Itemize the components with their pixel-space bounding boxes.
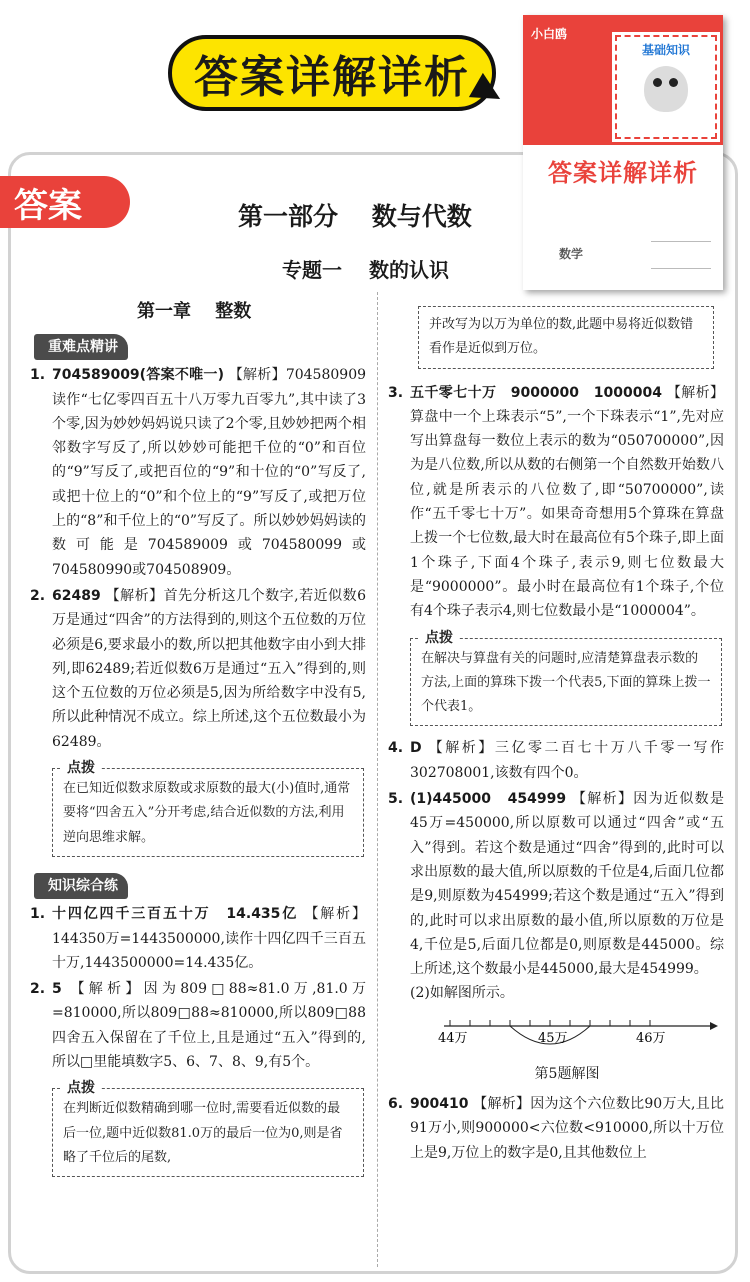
book-stamp xyxy=(615,35,717,139)
answer-item xyxy=(30,902,366,975)
item-explanation: 【解析】704580909读作“七亿零四百五十八万零九百零九”,其中读了3个零,因为妙妙妈妈说只读了2个零,且妙妙把两个相邻数字写反了,所以妙妙可能把千位的“0”和百位的“9”写反了,或把百位的“9”和十位的“0”写反了,或把十位上的“0”和个位上的“9”写反了,或把万位上的“8”和千位上的“0”写反了。所以妙妙妈妈读的数可能是704589009或704580099或704580990或704508909。 xyxy=(52,367,367,578)
answer-item xyxy=(388,1092,724,1165)
item-number: 2. xyxy=(30,587,46,604)
item-explanation: 【解析】首先分析这几个数字,若近似数6万是通过“四舍”的方法得到的,则这个五位数的万位必须是6,要求最小的数,所以把其他数字由小到大排列,即62489;若近似数6万是通过“五入”得到的,则这个五位数的万位必须是5,因为所给数字中没有5,所以此种情况不成立。综上所述,这个五位数最小为62489。 xyxy=(52,587,366,750)
axis-label: 45万 xyxy=(538,1030,568,1046)
item-explanation: 【解析】三亿零二百七十万八千零一写作302708001,该数有四个0。 xyxy=(410,740,725,781)
item-explanation: 【解析】算盘中一个上珠表示“5”,一个下珠表示“1”,先对应写出算盘每一数位上表示的数为“050700000”,因为是八位数,所以从数的右侧第一个自然数开始数八位,就是所表示的八位数了,即“50700000”,读作“五千零七十万”。如果奇奇想用5个算珠在算盘上拨一个七位数,最大时在最高位有5个珠子,即上面1个珠子,下面4个珠子,表示9,则七位数最大是“9000000”。最小时在最高位有1个珠子,个位有4个珠子表示4,则七位数最小是“1000004”。 xyxy=(410,384,725,620)
figure-caption: 第5题解图 xyxy=(534,1065,600,1082)
axis-label: 44万 xyxy=(438,1030,468,1046)
book-series: 基础知识 xyxy=(641,43,690,57)
left-column xyxy=(30,334,366,1187)
item-answer: (1)445000 454999 xyxy=(410,791,567,808)
answer-item xyxy=(388,736,724,785)
answer-item xyxy=(388,381,724,624)
book-name-lines xyxy=(651,241,711,269)
item-explanation: 【解析】因为近似数是45万=450000,所以原数可以通过“四舍”或“五入”得到。若这个数是通过“四舍”得到的,此时可以求出原数的最大值,所以原数的千位是4,后面几位都是9,则原数为454999;若这个数是通过“五入”得到的,此时可以求出原数的最小值,所以原数的万位是4,千位是5,后面几位都是0,则原数是445000。综上所述,这个数最小是445000,最大是454999。 xyxy=(410,791,725,978)
book-subject: 数学 xyxy=(559,247,584,261)
book-brand: 小白鸥 xyxy=(531,27,568,41)
item-number: 4. xyxy=(388,740,404,757)
chapter-title: 第一章 整数 xyxy=(137,301,252,322)
number-line-svg xyxy=(410,1010,724,1062)
item-explanation: 【解析】因为809□88≈81.0万,81.0万=810000,所以809□88≈810000,所以809□88四舍五入保留在了千位上,且是通过“五入”得到的,所以□里能填数字5、6、7、8、9,有5个。 xyxy=(52,981,366,1071)
section-label: 知识综合练 xyxy=(34,873,128,899)
section-label: 重难点精讲 xyxy=(34,334,128,360)
tip-heading: 点拨 xyxy=(61,1076,101,1100)
column-divider xyxy=(377,292,378,1267)
tip-heading: 点拨 xyxy=(419,626,459,650)
axis-ticks xyxy=(450,1020,650,1026)
tip-heading: 点拨 xyxy=(61,756,101,780)
item-answer: 5 xyxy=(52,981,62,998)
tip-box xyxy=(52,760,364,857)
item-answer: 十四亿四千三百五十万 14.435亿 xyxy=(52,906,299,923)
answer-item xyxy=(30,584,366,754)
item-answer: 五千零七十万 9000000 1000004 xyxy=(410,384,662,401)
answer-tag: 答案 xyxy=(0,176,130,228)
item-answer: 704589009(答案不唯一) xyxy=(52,367,225,384)
book-title: 答案详解详析 xyxy=(548,159,698,187)
number-line-figure xyxy=(410,1010,724,1062)
item-answer: 62489 xyxy=(52,587,101,604)
item-explanation: 【解析】因为这个六位数比90万大,且比91万小,则900000<六位数<910000,所以十万位上是9,万位上的数字是0,且其他数位上 xyxy=(410,1096,724,1161)
answer-item xyxy=(388,787,724,1006)
item-explanation: 【解析】144350万=1443500000,读作十四亿四千三百五十万,1443500000=14.435亿。 xyxy=(52,906,366,971)
item-number: 1. xyxy=(30,367,46,384)
tip-box xyxy=(52,1080,364,1177)
axis-arrow-icon xyxy=(710,1022,718,1030)
tip-box xyxy=(410,629,722,727)
tip-text: 在已知近似数求原数或求原数的最大(小)值时,通常要将“四舍五入”分开考虑,结合近似数的方法,利用逆向思维求解。 xyxy=(63,781,351,845)
tip-text: 在判断近似数精确到哪一位时,需要看近似数的最后一位,题中近似数81.0万的最后一位为0,则是省略了千位后的尾数, xyxy=(63,1101,343,1165)
item-answer: D xyxy=(410,740,422,757)
bird-mascot-icon xyxy=(644,66,688,112)
item-part2: (2)如解图所示。 xyxy=(410,985,514,1002)
tip-text: 在解决与算盘有关的问题时,应清楚算盘表示数的方法,上面的算珠下拨一个代表5,下面的算珠上拨一个代表1。 xyxy=(421,650,711,715)
right-column xyxy=(388,306,724,1167)
tip-box-continued: 并改写为以万为单位的数,此题中易将近似数错看作是近似到万位。 xyxy=(418,306,714,369)
item-number: 1. xyxy=(30,906,46,923)
topic-title: 专题一 数的认识 xyxy=(282,258,449,282)
item-number: 5. xyxy=(388,791,404,808)
item-number: 3. xyxy=(388,384,404,401)
item-number: 6. xyxy=(388,1096,404,1113)
answer-item xyxy=(30,363,366,582)
part-title: 第一部分 数与代数 xyxy=(238,202,472,231)
answer-item xyxy=(30,977,366,1074)
axis-label: 46万 xyxy=(636,1030,666,1046)
item-number: 2. xyxy=(30,981,46,998)
item-answer: 900410 xyxy=(410,1096,469,1113)
book-cover xyxy=(523,15,723,290)
answer-banner-title: 答案详解详析 xyxy=(168,35,496,111)
